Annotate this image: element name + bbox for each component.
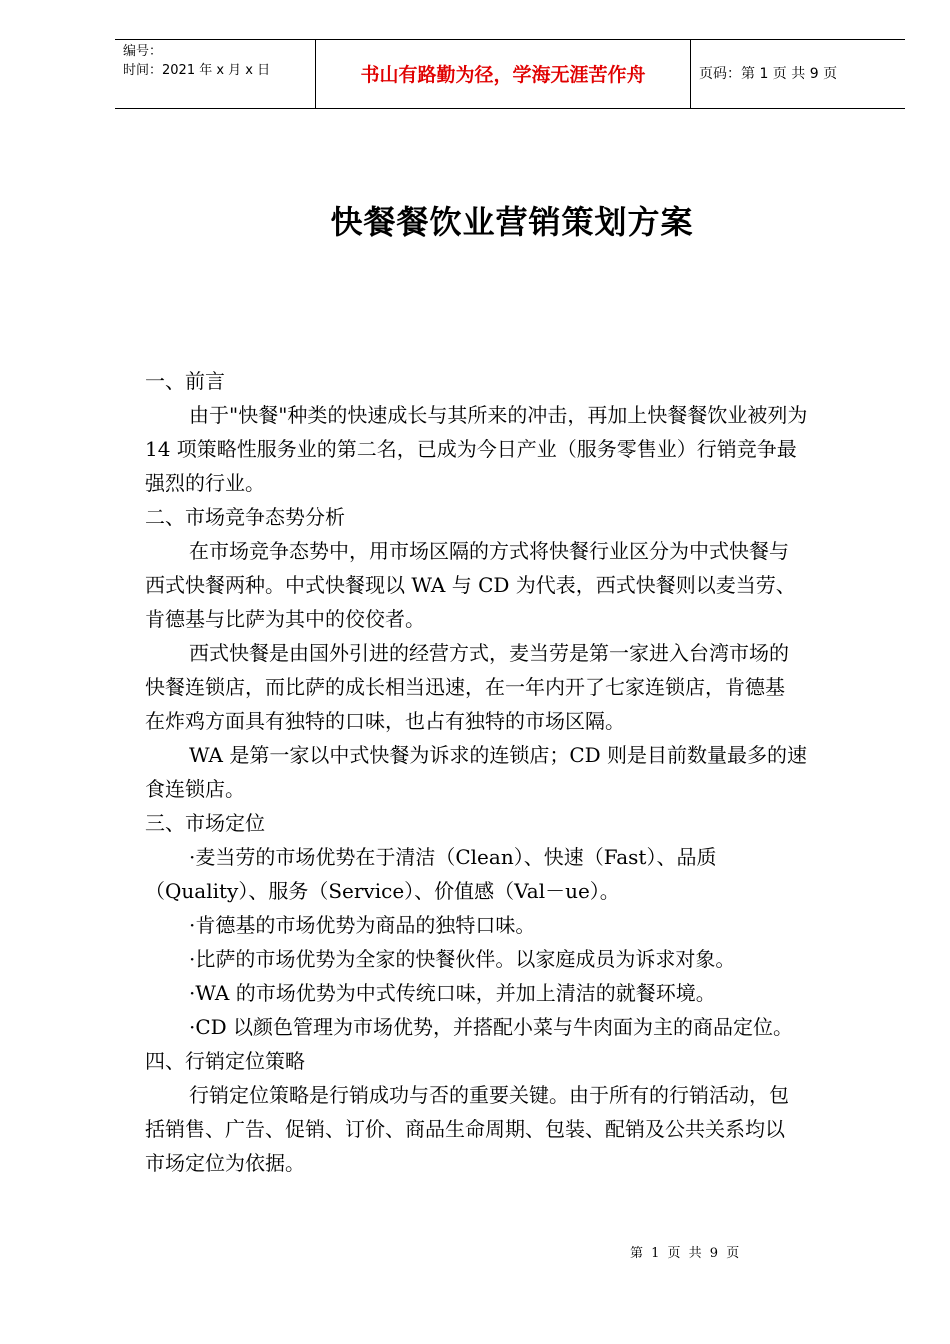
bullet-line: ·比萨的市场优势为全家的快餐伙伴。以家庭成员为诉求对象。 bbox=[189, 947, 736, 971]
document-number-label: 编号： bbox=[123, 44, 163, 59]
paragraph-line: 食连锁店。 bbox=[145, 777, 245, 801]
document-time-label: 时间：2021 年 x 月 x 日 bbox=[123, 63, 271, 78]
header-motto-cell bbox=[315, 40, 691, 108]
header-page-info: 页码：第 1 页 共 9 页 bbox=[699, 66, 838, 82]
header-meta-cell bbox=[115, 40, 315, 108]
bullet-line: ·肯德基的市场优势为商品的独特口味。 bbox=[189, 913, 536, 937]
section-heading-strategy: 四、行销定位策略 bbox=[145, 1049, 305, 1073]
paragraph-line: 在市场竞争态势中，用市场区隔的方式将快餐行业区分为中式快餐与 bbox=[189, 539, 789, 563]
page-footer: 第 1 页 共 9 页 bbox=[630, 1246, 742, 1261]
bullet-line: （Quality）、服务（Service）、价值感（Val－ue）。 bbox=[145, 879, 620, 903]
paragraph-line: 括销售、广告、促销、订价、商品生命周期、包装、配销及公共关系均以 bbox=[145, 1117, 785, 1141]
paragraph-line: 肯德基与比萨为其中的佼佼者。 bbox=[145, 607, 425, 631]
header-motto: 书山有路勤为径，学海无涯苦作舟 bbox=[360, 64, 646, 86]
paragraph-line: 西式快餐两种。中式快餐现以 WA 与 CD 为代表，西式快餐则以麦当劳、 bbox=[145, 573, 796, 597]
section-heading-positioning: 三、市场定位 bbox=[145, 811, 265, 835]
paragraph-line: WA 是第一家以中式快餐为诉求的连锁店；CD 则是目前数量最多的速 bbox=[189, 743, 808, 767]
paragraph-line: 强烈的行业。 bbox=[145, 471, 265, 495]
section-heading-preface: 一、前言 bbox=[145, 369, 225, 393]
paragraph-line: 西式快餐是由国外引进的经营方式，麦当劳是第一家进入台湾市场的 bbox=[189, 641, 789, 665]
header-page-cell bbox=[691, 40, 905, 108]
paragraph-line: 由于"快餐"种类的快速成长与其所来的冲击，再加上快餐餐饮业被列为 bbox=[189, 403, 808, 427]
document-title: 快餐餐饮业营销策划方案 bbox=[330, 203, 694, 241]
bullet-line: ·CD 以颜色管理为市场优势，并搭配小菜与牛肉面为主的商品定位。 bbox=[189, 1015, 794, 1039]
paragraph-line: 14 项策略性服务业的第二名，已成为今日产业（服务零售业）行销竞争最 bbox=[145, 437, 797, 461]
document-body bbox=[145, 364, 875, 1180]
paragraph-line: 在炸鸡方面具有独特的口味，也占有独特的市场区隔。 bbox=[145, 709, 625, 733]
header-table bbox=[115, 39, 905, 109]
paragraph-line: 快餐连锁店，而比萨的成长相当迅速，在一年内开了七家连锁店，肯德基 bbox=[145, 675, 785, 699]
paragraph-line: 行销定位策略是行销成功与否的重要关键。由于所有的行销活动，包 bbox=[189, 1083, 789, 1107]
bullet-line: ·麦当劳的市场优势在于清洁（Clean）、快速（Fast）、品质 bbox=[189, 845, 717, 869]
paragraph-line: 市场定位为依据。 bbox=[145, 1151, 305, 1175]
section-heading-competition: 二、市场竞争态势分析 bbox=[145, 505, 345, 529]
bullet-line: ·WA 的市场优势为中式传统口味，并加上清洁的就餐环境。 bbox=[189, 981, 716, 1005]
